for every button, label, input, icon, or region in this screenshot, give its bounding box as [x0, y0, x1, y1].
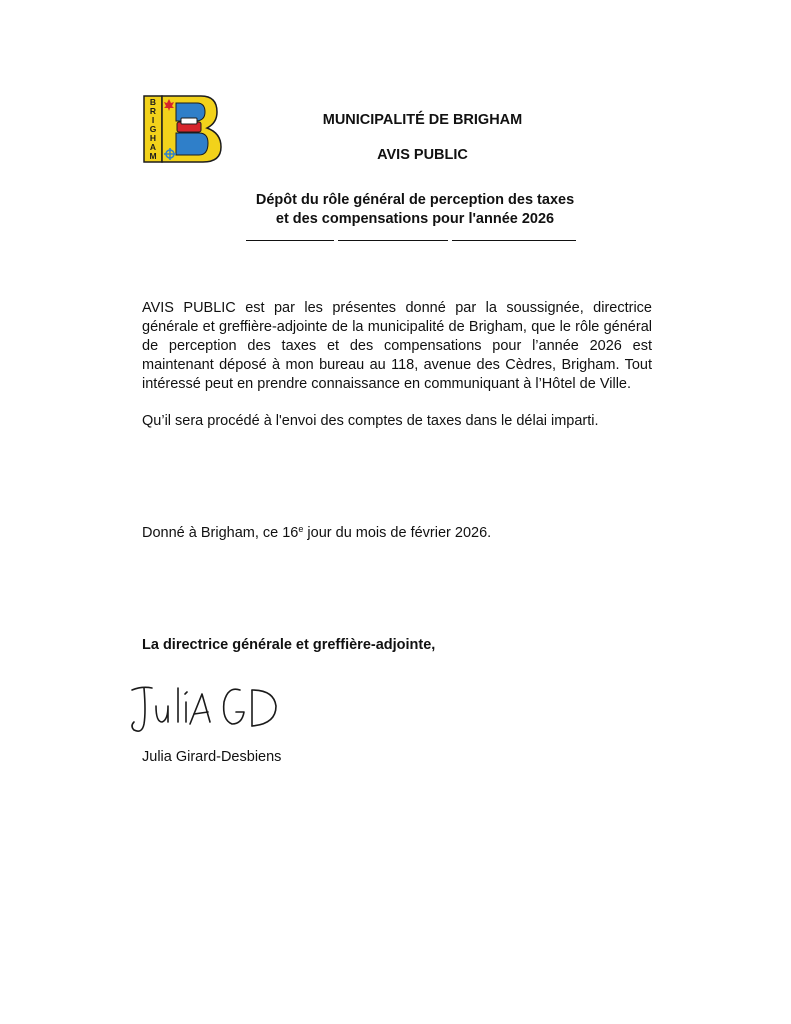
notice-subject [215, 191, 615, 229]
subject-underline [338, 240, 448, 241]
handwritten-signature [128, 676, 288, 738]
municipality-logo [143, 95, 223, 165]
given-superscript: e [298, 524, 304, 534]
svg-text:H: H [149, 133, 157, 143]
subject-line-2: et des compensations pour l'année 2026 [275, 211, 555, 227]
given-prefix: Donné à Brigham, ce 16 [142, 525, 299, 541]
svg-text:M: M [149, 151, 157, 161]
signer-title: La directrice générale et greffière-adjointe, [142, 637, 436, 653]
notice-type: AVIS PUBLIC [377, 147, 468, 163]
notice-body-paragraph: AVIS PUBLIC est par les présentes donné par la soussignée, directrice générale et greffière-adjointe de la municipalité de Brigham, que le rôle général de perception des taxes et des compensations pour l’année 2026 est maintenant déposé à mon bureau au 118, avenue des Cèdres, Brigham. Tout intéressé peut en prendre connaissance en communiquant à l’Hôtel de Ville. [142, 300, 652, 392]
svg-text:I: I [151, 115, 155, 125]
signer-name: Julia Girard-Desbiens [142, 749, 282, 765]
svg-text:B: B [149, 97, 157, 107]
svg-text:A: A [149, 142, 157, 152]
svg-text:G: G [149, 124, 157, 134]
given-date-line [142, 525, 491, 541]
logo-letters [149, 97, 156, 161]
svg-text:R: R [149, 106, 157, 116]
notice-tax-accounts-paragraph: Qu’il sera procédé à l'envoi des comptes de taxes dans le délai imparti. [142, 413, 599, 429]
subject-line-1: Dépôt du rôle général de perception des taxes [255, 192, 575, 208]
subject-underline [246, 240, 334, 241]
municipality-name: MUNICIPALITÉ DE BRIGHAM [322, 112, 523, 128]
given-suffix: jour du mois de février 2026. [303, 525, 492, 541]
subject-underline [452, 240, 576, 241]
